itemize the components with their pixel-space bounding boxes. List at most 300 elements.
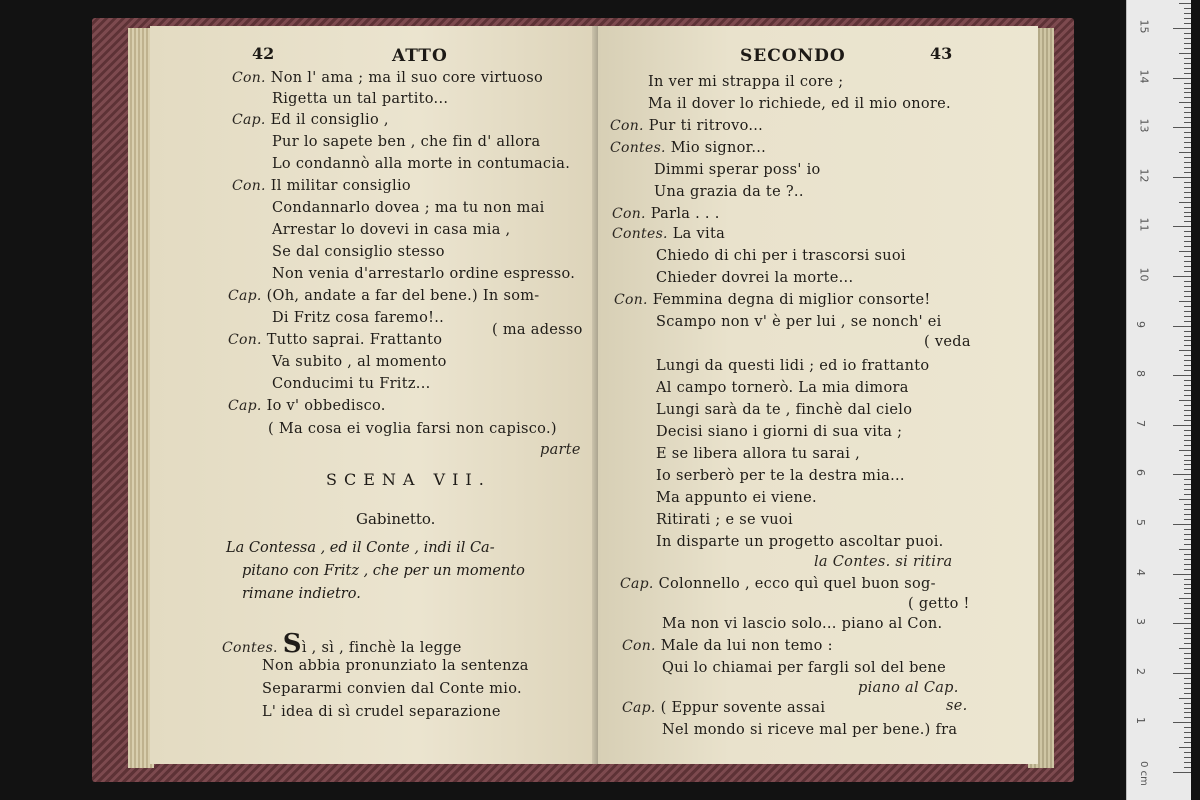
ruler-tick — [1184, 519, 1191, 520]
verse-text: Scampo non v' è per lui , se nonch' ei — [656, 314, 942, 330]
verse-text: Arrestar lo dovevi in casa mia , — [272, 222, 511, 238]
ruler-tick — [1184, 88, 1191, 89]
ruler-tick — [1184, 608, 1191, 609]
ruler-tick — [1179, 400, 1191, 401]
ruler-tick — [1184, 658, 1191, 659]
ruler-tick — [1184, 370, 1191, 371]
ruler-tick — [1184, 564, 1191, 565]
ruler-tick — [1184, 147, 1191, 148]
verse-text: Rigetta un tal partito... — [272, 91, 449, 107]
verse-text: Ritirati ; e se vuoi — [656, 512, 793, 528]
text-line — [228, 332, 442, 348]
speaker-label: Con. — [232, 70, 266, 86]
text-line — [656, 270, 853, 286]
ruler-tick — [1184, 231, 1191, 232]
ruler-tick — [1179, 450, 1191, 451]
verse-text: Lo condannò alla morte in contumacia. — [272, 156, 571, 172]
ruler-tick — [1184, 708, 1191, 709]
ruler-tick — [1184, 732, 1191, 733]
speaker-label: Con. — [232, 178, 266, 194]
ruler-tick — [1173, 127, 1191, 128]
ruler-tick — [1184, 663, 1191, 664]
ruler-tick — [1179, 152, 1191, 153]
ruler-tick — [1184, 455, 1191, 456]
ruler-tick — [1184, 415, 1191, 416]
ruler-tick — [1184, 291, 1191, 292]
ruler-tick — [1184, 246, 1191, 247]
ruler-tick — [1184, 420, 1191, 421]
ruler-tick — [1184, 653, 1191, 654]
ruler-tick — [1179, 499, 1191, 500]
ruler-tick — [1179, 698, 1191, 699]
ruler-tick — [1179, 3, 1191, 4]
text-line — [656, 402, 912, 418]
text-line — [272, 266, 575, 282]
verse-text: Al campo tornerò. La mia dimora — [656, 380, 909, 396]
ruler-tick — [1184, 18, 1191, 19]
text-line — [610, 140, 766, 156]
text-line — [610, 118, 763, 134]
ruler-tick — [1184, 207, 1191, 208]
verse-text: Non l' ama ; ma il suo core virtuoso — [270, 70, 544, 86]
ruler-tick — [1184, 355, 1191, 356]
ruler-tick — [1179, 648, 1191, 649]
ruler-tick — [1184, 117, 1191, 118]
ruler-tick — [1184, 167, 1191, 168]
stage-direction-line: pitano con Fritz , che per un momento — [242, 563, 525, 579]
ruler-tick — [1184, 162, 1191, 163]
verse-text: ì , sì , finchè la legge — [301, 640, 462, 656]
verse-text: Di Fritz cosa faremo!.. — [272, 310, 445, 326]
verse-text: In ver mi strappa il core ; — [648, 74, 844, 90]
verse-text: piano al Cap. — [858, 680, 959, 696]
ruler-tick — [1184, 43, 1191, 44]
speaker-label: Cap. — [232, 112, 266, 128]
text-line — [656, 424, 902, 440]
ruler-tick — [1184, 73, 1191, 74]
ruler-tick — [1184, 92, 1191, 93]
ruler-tick — [1184, 212, 1191, 213]
text-line — [656, 468, 905, 484]
ruler-tick — [1184, 340, 1191, 341]
ruler-tick — [1184, 717, 1191, 718]
ruler-tick — [1184, 693, 1191, 694]
ruler-tick — [1184, 331, 1191, 332]
verse-text: ( veda — [924, 334, 971, 350]
text-line — [656, 314, 942, 330]
verse-text: Femmina degna di miglior consorte! — [652, 292, 931, 308]
text-line — [622, 700, 825, 716]
verse-text: Se dal consiglio stesso — [272, 244, 445, 260]
ruler-tick — [1184, 68, 1191, 69]
verse-text: E se libera allora tu sarai , — [656, 446, 860, 462]
ruler-tick — [1184, 618, 1191, 619]
ruler-tick — [1184, 266, 1191, 267]
ruler-tick — [1173, 623, 1191, 624]
ruler-tick — [1184, 216, 1191, 217]
page-number: 42 — [252, 44, 275, 63]
verse-text: Ma appunto ei viene. — [656, 490, 817, 506]
text-line — [272, 91, 448, 107]
ruler-tick — [1184, 579, 1191, 580]
ruler-tick — [1184, 286, 1191, 287]
verse-text: Mio signor... — [670, 140, 767, 156]
ruler-tick — [1184, 58, 1191, 59]
text-line — [272, 156, 570, 172]
verse-text: Ma il dover lo richiede, ed il mio onore. — [648, 96, 951, 112]
speaker-label: Contes. — [612, 226, 668, 242]
verse-text: Nel mondo si riceve mal per bene.) fra — [662, 722, 958, 738]
ruler-tick — [1184, 703, 1191, 704]
ruler-tick — [1184, 569, 1191, 570]
verse-text: Il militar consiglio — [270, 178, 411, 194]
ruler-tick — [1184, 469, 1191, 470]
ruler-tick — [1184, 712, 1191, 713]
speaker-label: Con. — [228, 332, 262, 348]
text-line — [272, 310, 444, 326]
ruler-tick — [1179, 350, 1191, 351]
ruler-tick — [1184, 757, 1191, 758]
text-line — [924, 334, 971, 350]
ruler-tick — [1184, 668, 1191, 669]
text-line — [232, 112, 389, 128]
ruler-tick — [1184, 8, 1191, 9]
ruler-tick — [1184, 638, 1191, 639]
verse-text: Condannarlo dovea ; ma tu non mai — [272, 200, 545, 216]
ruler-tick — [1184, 395, 1191, 396]
text-line — [656, 534, 944, 550]
ruler-tick — [1184, 584, 1191, 585]
ruler-tick — [1179, 598, 1191, 599]
ruler-tick — [1184, 97, 1191, 98]
text-line — [656, 446, 860, 462]
ruler-number: 6 — [1134, 469, 1147, 477]
scene-title: SCENA VII. — [326, 470, 491, 489]
verse-text: Male da lui non temo : — [660, 638, 833, 654]
ruler-tick — [1184, 405, 1191, 406]
verse-text: la Contes. si ritira — [814, 554, 953, 570]
ruler-tick — [1184, 678, 1191, 679]
ruler-number: 13 — [1137, 118, 1151, 133]
ruler-tick — [1184, 494, 1191, 495]
ruler-tick — [1173, 78, 1191, 79]
text-line — [228, 288, 540, 304]
ruler-tick — [1184, 489, 1191, 490]
ruler-tick — [1179, 549, 1191, 550]
verse-text: Dimmi sperar poss' io — [654, 162, 821, 178]
ruler-tick — [1184, 554, 1191, 555]
ruler-tick — [1173, 375, 1191, 376]
ruler-tick — [1184, 628, 1191, 629]
text-line — [612, 226, 725, 242]
ruler-tick — [1184, 33, 1191, 34]
verse-text: Non venia d'arrestarlo ordine espresso. — [272, 266, 576, 282]
ruler-tick — [1184, 593, 1191, 594]
ruler-tick — [1184, 236, 1191, 237]
ruler-tick — [1184, 752, 1191, 753]
ruler-tick — [1173, 28, 1191, 29]
verse-text: Ed il consiglio , — [270, 112, 389, 128]
ruler-tick — [1184, 271, 1191, 272]
speaker-label: Contes. — [610, 140, 666, 156]
ruler-tick — [1184, 440, 1191, 441]
text-line — [492, 322, 583, 338]
text-line — [612, 206, 720, 222]
ruler-number: 2 — [1134, 667, 1147, 675]
text-line — [272, 244, 445, 260]
right-page — [598, 26, 1038, 764]
ruler-tick — [1184, 142, 1191, 143]
text-line — [232, 178, 411, 194]
speaker-label: Con. — [612, 206, 646, 222]
ruler-tick — [1184, 484, 1191, 485]
ruler-tick — [1184, 430, 1191, 431]
ruler-tick — [1184, 256, 1191, 257]
ruler-tick — [1184, 767, 1191, 768]
verse-text: Chieder dovrei la morte... — [656, 270, 854, 286]
verse-text: Chiedo di chi per i trascorsi suoi — [656, 248, 906, 264]
speaker-label: Con. — [622, 638, 656, 654]
verse-text: Ma non vi lascio solo... piano al Con. — [662, 616, 943, 632]
text-line — [662, 660, 946, 676]
text-line — [232, 70, 543, 86]
ruler-tick — [1184, 336, 1191, 337]
text-line — [272, 134, 540, 150]
ruler-number: 5 — [1134, 519, 1147, 526]
stage-direction-line: La Contessa , ed il Conte , indi il Ca- — [226, 540, 495, 556]
text-line — [228, 398, 386, 414]
ruler-tick — [1184, 683, 1191, 684]
text-line — [656, 512, 793, 528]
ruler-tick — [1179, 102, 1191, 103]
ruler-number: 11 — [1137, 217, 1151, 232]
verse-text: Tutto saprai. Frattanto — [266, 332, 443, 348]
page-header: ATTO — [392, 46, 448, 66]
ruler-tick — [1184, 63, 1191, 64]
verse-text: parte — [540, 442, 581, 458]
scene-place: Gabinetto. — [356, 510, 436, 528]
text-line — [262, 681, 522, 697]
ruler-tick — [1184, 281, 1191, 282]
ruler-number: 14 — [1137, 69, 1151, 84]
ruler-tick — [1184, 762, 1191, 763]
text-line — [656, 380, 909, 396]
verse-text: (Oh, andate a far del bene.) In som- — [266, 288, 540, 304]
ruler-number: 7 — [1134, 419, 1147, 427]
text-line — [648, 96, 951, 112]
ruler-tick — [1179, 301, 1191, 302]
text-line — [656, 490, 817, 506]
ruler-tick — [1184, 23, 1191, 24]
verse-text: Pur lo sapete ben , che fin d' allora — [272, 134, 541, 150]
verse-text: Pur ti ritrovo... — [648, 118, 764, 134]
ruler-tick — [1184, 633, 1191, 634]
ruler-tick — [1173, 425, 1191, 426]
text-line — [614, 292, 931, 308]
ruler-tick — [1184, 385, 1191, 386]
ruler-tick — [1184, 435, 1191, 436]
text-line — [622, 638, 833, 654]
verse-text: Va subito , al momento — [272, 354, 447, 370]
ruler-tick — [1173, 722, 1191, 723]
ruler-tick — [1184, 643, 1191, 644]
ruler-tick — [1184, 296, 1191, 297]
verse-text: Lungi sarà da te , finchè dal cielo — [656, 402, 913, 418]
ruler-tick — [1184, 588, 1191, 589]
ruler-tick — [1173, 524, 1191, 525]
ruler-tick — [1184, 241, 1191, 242]
ruler-tick — [1173, 474, 1191, 475]
verse-text: La vita — [672, 226, 726, 242]
text-line — [662, 616, 942, 632]
text-line — [662, 722, 957, 738]
ruler-tick — [1184, 192, 1191, 193]
ruler-tick — [1184, 122, 1191, 123]
left-page — [150, 26, 598, 764]
ruler-tick — [1184, 13, 1191, 14]
verse-text: Parla . . . — [650, 206, 720, 222]
verse-text: L' idea di sì crudel separazione — [262, 704, 501, 720]
ruler-tick — [1184, 742, 1191, 743]
ruler-tick — [1184, 365, 1191, 366]
measurement-ruler — [1126, 0, 1191, 800]
verse-text: Decisi siano i giorni di sua vita ; — [656, 424, 903, 440]
ruler-tick — [1184, 311, 1191, 312]
ruler-number: 1 — [1134, 717, 1147, 725]
ruler-tick — [1184, 534, 1191, 535]
speaker-label: Con. — [614, 292, 648, 308]
text-line — [268, 421, 557, 437]
ruler-tick — [1184, 479, 1191, 480]
ruler-tick — [1179, 202, 1191, 203]
ruler-tick — [1184, 187, 1191, 188]
ruler-tick — [1184, 182, 1191, 183]
ruler-tick — [1184, 460, 1191, 461]
ruler-number: 12 — [1137, 168, 1151, 183]
text-line — [648, 74, 844, 90]
ruler-tick — [1184, 380, 1191, 381]
ruler-tick — [1184, 261, 1191, 262]
ruler-tick — [1184, 509, 1191, 510]
ruler-tick — [1184, 504, 1191, 505]
speaker-label: Cap. — [228, 288, 262, 304]
text-line — [654, 184, 804, 200]
ruler-unit-label: 0 cm — [1137, 761, 1149, 786]
ruler-tick — [1184, 157, 1191, 158]
ruler-tick — [1184, 737, 1191, 738]
ruler-tick — [1184, 688, 1191, 689]
verse-text: ( ma adesso — [492, 322, 583, 338]
verse-text: Non abbia pronunziato la sentenza — [262, 658, 529, 674]
ruler-tick — [1184, 345, 1191, 346]
ruler-number: 9 — [1134, 320, 1147, 328]
ruler-tick — [1184, 529, 1191, 530]
verse-text: Qui lo chiamai per fargli sol del bene — [662, 660, 947, 676]
ruler-tick — [1184, 390, 1191, 391]
ruler-tick — [1184, 410, 1191, 411]
ruler-tick — [1173, 226, 1191, 227]
ruler-number: 15 — [1137, 19, 1151, 34]
ruler-tick — [1184, 137, 1191, 138]
ruler-tick — [1184, 514, 1191, 515]
speaker-label: Cap. — [620, 576, 654, 592]
verse-text: Io serberò per te la destra mia... — [656, 468, 905, 484]
ruler-number: 10 — [1137, 267, 1151, 282]
verse-text: Una grazia da te ?.. — [654, 184, 804, 200]
verse-text: Colonnello , ecco quì quel buon sog- — [658, 576, 936, 592]
verse-text: In disparte un progetto ascoltar puoi. — [656, 534, 944, 550]
page-header: SECONDO — [740, 46, 846, 66]
speaker-label: Cap. — [228, 398, 262, 414]
text-line — [272, 222, 510, 238]
drop-cap: S — [282, 629, 302, 659]
text-line — [858, 680, 959, 696]
text-line — [656, 248, 906, 264]
ruler-tick — [1173, 276, 1191, 277]
verse-text: ( getto ! — [908, 596, 970, 612]
ruler-tick — [1173, 326, 1191, 327]
text-line — [272, 354, 447, 370]
speaker-label: Cap. — [622, 700, 656, 716]
ruler-tick — [1184, 112, 1191, 113]
stage-direction-line: rimane indietro. — [242, 586, 361, 602]
ruler-tick — [1184, 107, 1191, 108]
speaker-label: Contes. — [222, 640, 278, 656]
ruler-tick — [1173, 177, 1191, 178]
ruler-tick — [1184, 727, 1191, 728]
text-line — [654, 162, 821, 178]
page-number: 43 — [930, 44, 953, 63]
ruler-tick — [1184, 613, 1191, 614]
ruler-tick — [1184, 544, 1191, 545]
ruler-tick — [1184, 360, 1191, 361]
ruler-tick — [1173, 772, 1191, 773]
text-line — [262, 704, 501, 720]
text-line — [272, 200, 545, 216]
verse-text: Separarmi convien dal Conte mio. — [262, 681, 522, 697]
ruler-number: 8 — [1134, 370, 1147, 378]
ruler-tick — [1184, 132, 1191, 133]
ruler-number: 4 — [1134, 568, 1147, 576]
verse-text: ( Ma cosa ei voglia farsi non capisco.) — [268, 421, 557, 437]
ruler-tick — [1184, 306, 1191, 307]
text-line — [656, 358, 929, 374]
ruler-tick — [1184, 316, 1191, 317]
ruler-tick — [1173, 574, 1191, 575]
ruler-tick — [1179, 251, 1191, 252]
text-line — [222, 629, 462, 659]
ruler-tick — [1184, 559, 1191, 560]
verse-text: se. — [946, 698, 968, 714]
text-line — [262, 658, 529, 674]
ruler-tick — [1184, 197, 1191, 198]
text-line — [908, 596, 970, 612]
ruler-tick — [1184, 172, 1191, 173]
ruler-tick — [1184, 83, 1191, 84]
ruler-tick — [1184, 321, 1191, 322]
ruler-tick — [1184, 464, 1191, 465]
text-line — [946, 698, 968, 714]
ruler-tick — [1184, 221, 1191, 222]
ruler-tick — [1184, 603, 1191, 604]
ruler-tick — [1179, 747, 1191, 748]
text-line — [620, 576, 936, 592]
ruler-tick — [1184, 445, 1191, 446]
ruler-tick — [1173, 673, 1191, 674]
verse-text: Conducimi tu Fritz... — [272, 376, 431, 392]
verse-text: ( Eppur sovente assai — [660, 700, 826, 716]
ruler-tick — [1179, 53, 1191, 54]
